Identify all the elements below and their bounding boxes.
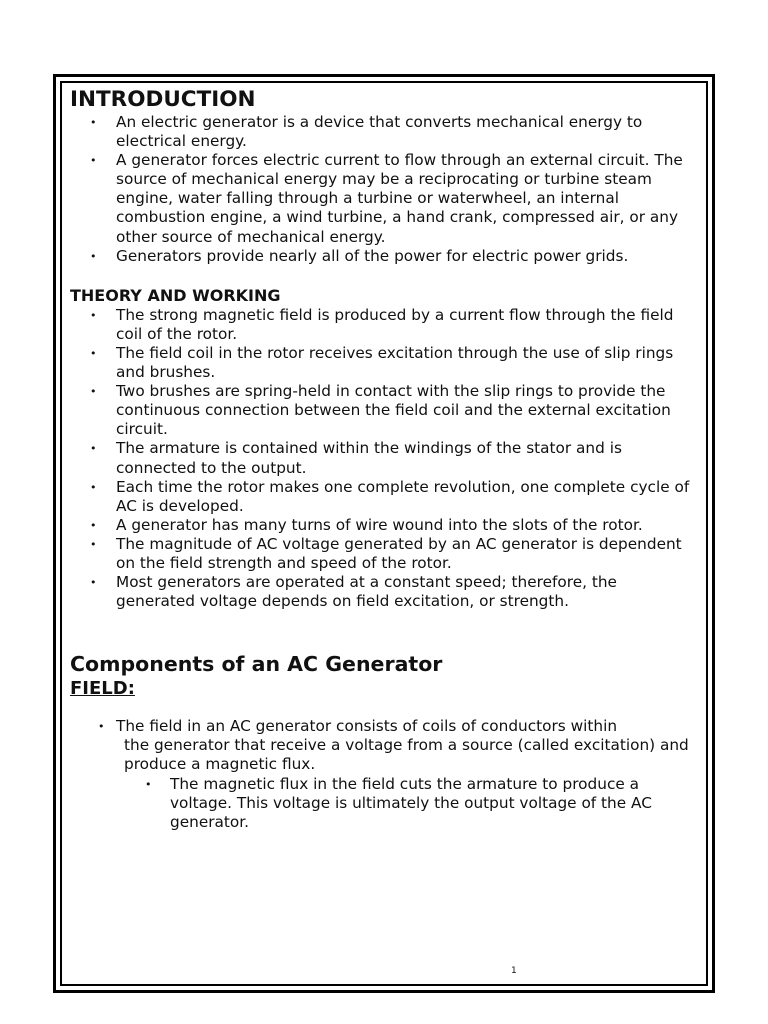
bullet-icon: • [90, 518, 97, 532]
document-content [70, 86, 700, 832]
bullet-icon: • [90, 385, 97, 399]
list-item-text-continued: the generator that receive a voltage from a source (called excitation) and produce a magnetic flux. [124, 736, 689, 774]
list-item-text: The magnetic flux in the field cuts the armature to produce a voltage. This voltage is ultimately the output voltage of the AC generator. [170, 774, 652, 831]
list-item [70, 478, 700, 516]
components-heading: Components of an AC Generator [70, 652, 443, 677]
list-item-text: Each time the rotor makes one complete revolution, one complete cycle of AC is developed. [116, 477, 690, 515]
list-item [70, 113, 700, 151]
theory-list [70, 306, 700, 612]
page-number: 1 [511, 966, 517, 976]
bullet-icon: • [90, 249, 97, 263]
list-item-text: The armature is contained within the windings of the stator and is connected to the output. [116, 439, 622, 477]
list-item [70, 573, 700, 611]
list-item [70, 151, 700, 246]
introduction-heading: INTRODUCTION [70, 87, 256, 112]
list-item-text: An electric generator is a device that converts mechanical energy to electrical energy. [116, 113, 643, 151]
list-item-text: Most generators are operated at a constant speed; therefore, the generated voltage depends on field excitation, or strength. [116, 573, 617, 611]
field-list [70, 717, 700, 774]
list-item [70, 535, 700, 573]
bullet-icon: • [90, 116, 97, 129]
introduction-list [70, 113, 700, 266]
bullet-icon: • [90, 576, 97, 590]
list-item-text: Generators provide nearly all of the power for electric power grids. [116, 246, 629, 265]
bullet-icon: • [90, 154, 97, 168]
list-item [70, 306, 700, 344]
list-item-text: Two brushes are spring-held in contact with the slip rings to provide the continuous connection between the field coil and the external excitation circuit. [116, 382, 671, 439]
theory-heading: THEORY AND WORKING [70, 285, 281, 305]
bullet-icon: • [90, 480, 97, 494]
bullet-icon: • [90, 346, 97, 360]
list-item-text: The strong magnetic field is produced by a current flow through the field coil of the rotor. [116, 305, 674, 343]
list-item [70, 516, 700, 535]
field-heading: FIELD: [70, 678, 135, 700]
list-item-text: The field coil in the rotor receives excitation through the use of slip rings and brushes. [116, 343, 674, 382]
bullet-icon: • [90, 442, 97, 456]
list-item-text: The field in an AC generator consists of coils of conductors within [116, 717, 618, 736]
bullet-icon: • [145, 777, 152, 791]
list-item-text: The magnitude of AC voltage generated by an AC generator is dependent on the field strength and speed of the rotor. [116, 534, 682, 572]
field-sub-list [70, 775, 700, 832]
list-item [70, 775, 700, 832]
bullet-icon: • [90, 308, 97, 322]
bullet-icon: • [90, 537, 97, 551]
list-item [70, 382, 700, 439]
list-item [70, 717, 700, 774]
list-item-text: A generator forces electric current to flow through an external circuit. The source of mechanical energy may be a reciprocating or turbine steam engine, water falling through a turbine or waterwheel, an internal combustion engine, a wind turbine, a hand crank, compressed air, or any other source of mechanical energy. [116, 151, 683, 246]
list-item-text: A generator has many turns of wire wound into the slots of the rotor. [116, 515, 643, 534]
list-item [70, 439, 700, 477]
list-item [70, 247, 700, 266]
bullet-icon: • [98, 720, 105, 734]
list-item [70, 344, 700, 382]
